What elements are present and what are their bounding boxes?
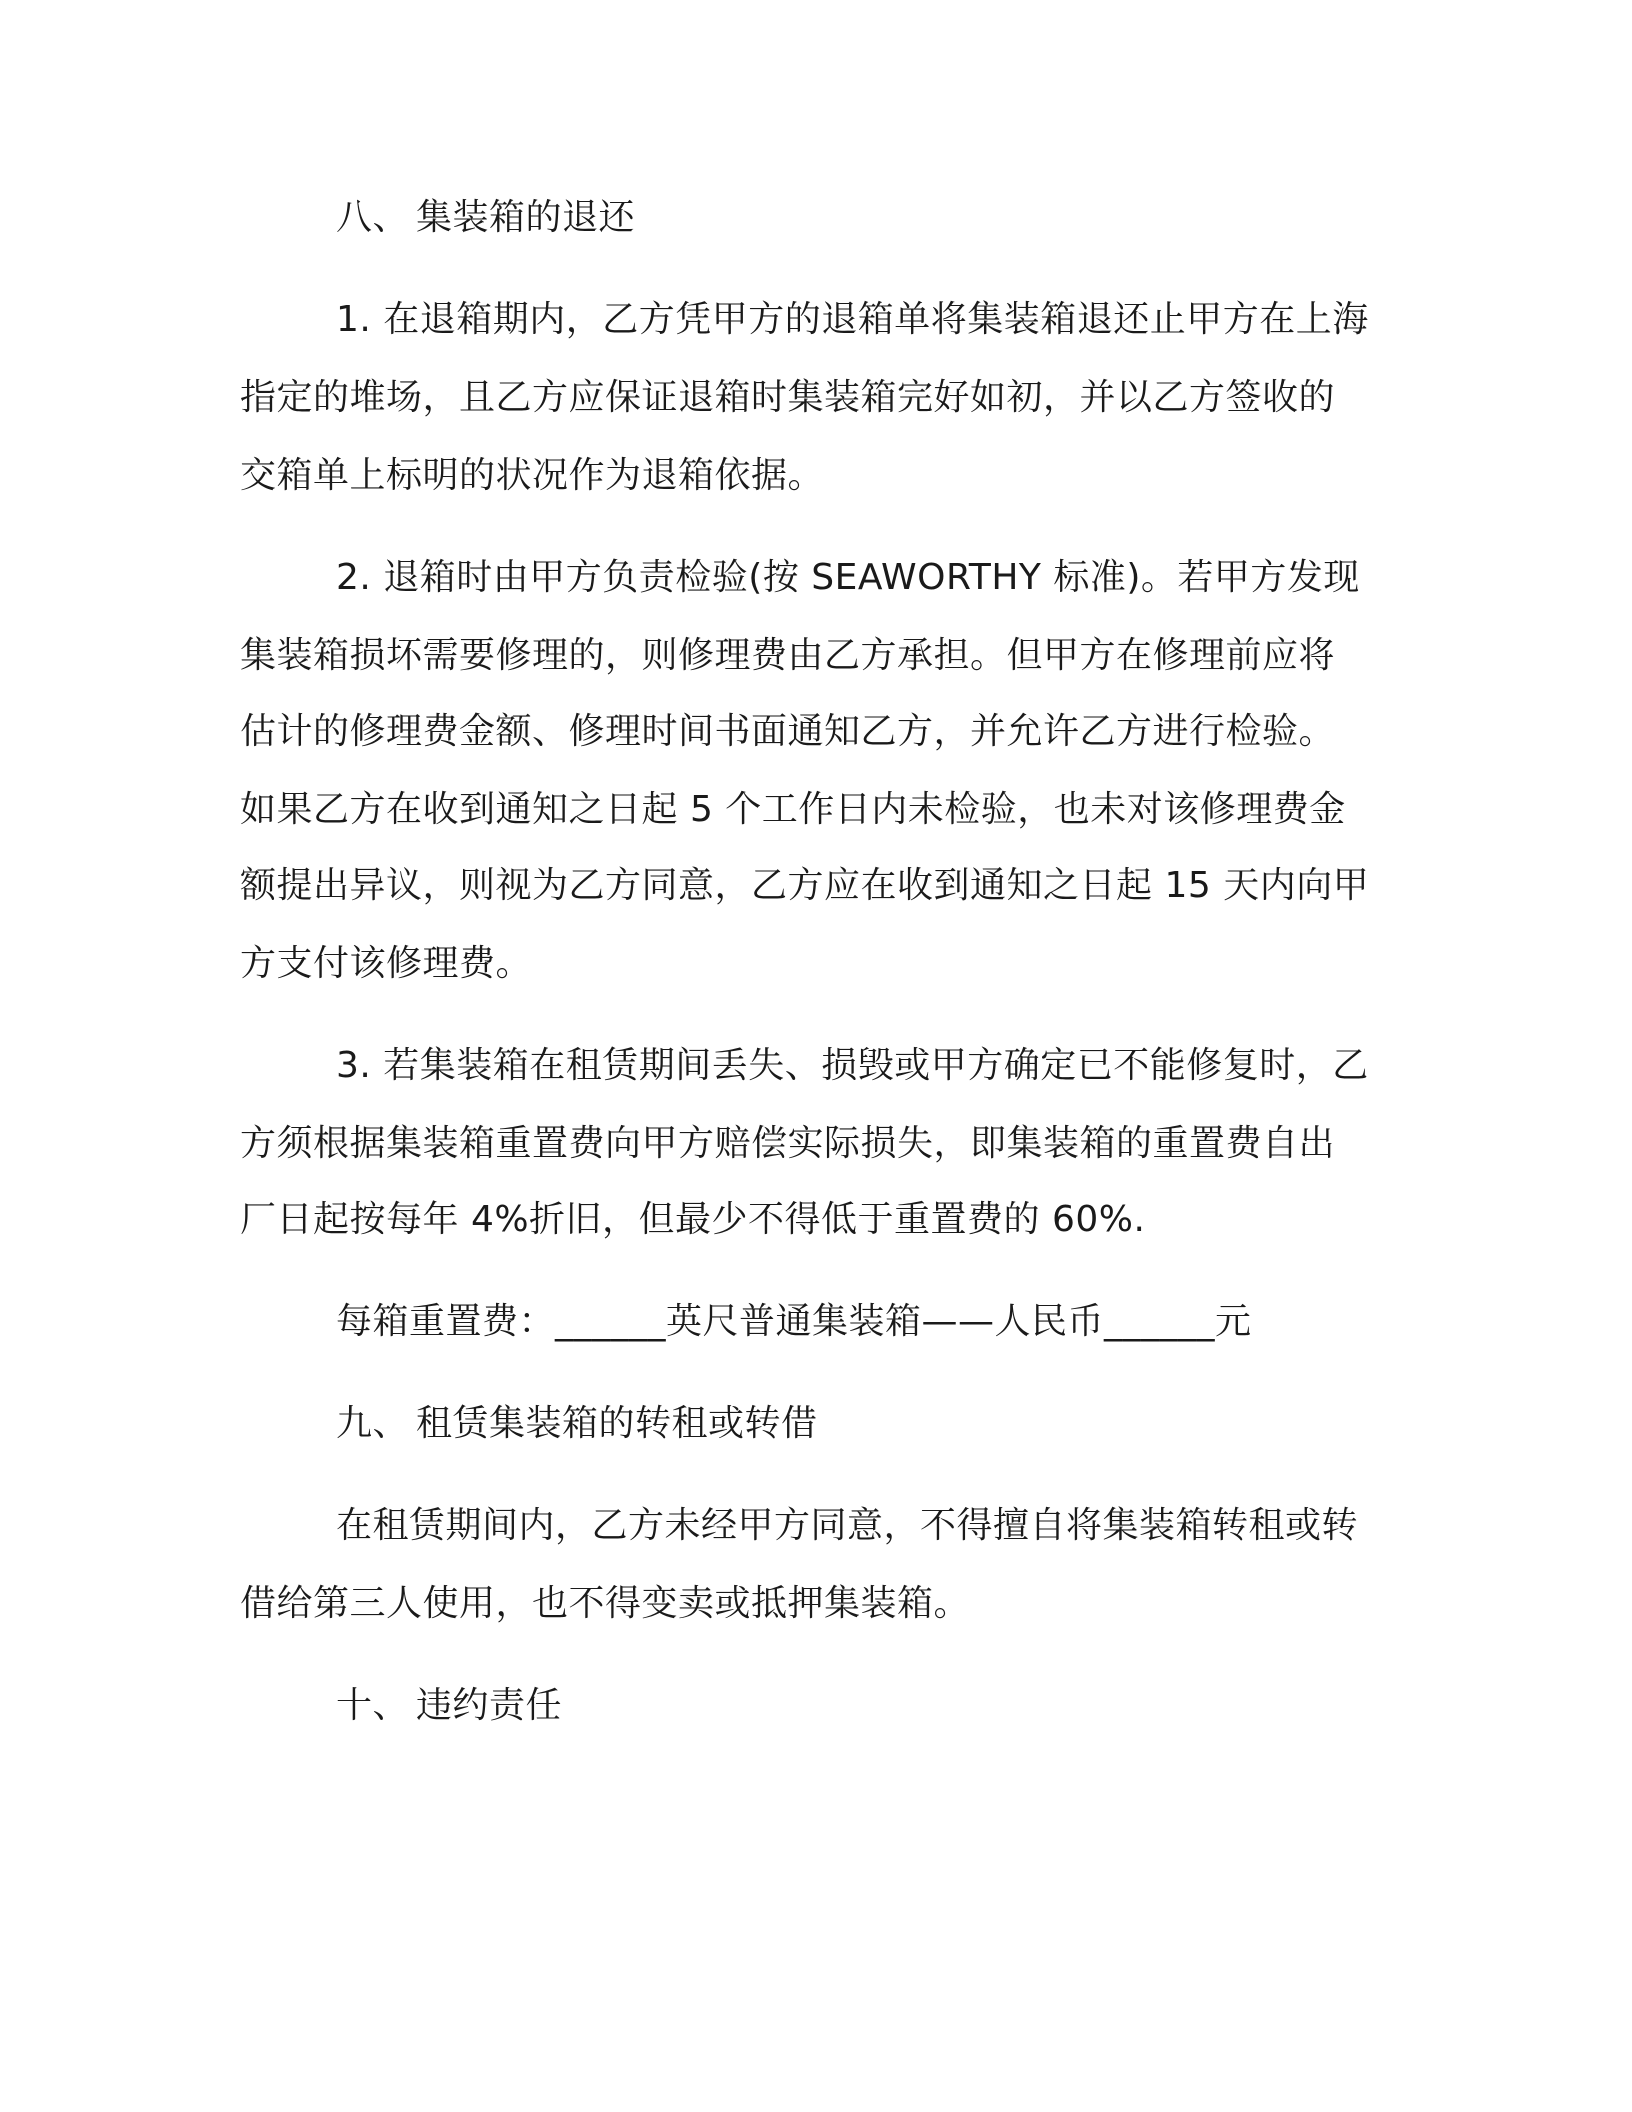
paragraph-line: 1. 在退箱期内，乙方凭甲方的退箱单将集装箱退还止甲方在上海 [336,299,1369,340]
section-number: 八、 [336,197,410,238]
paragraph-line: 估计的修理费金额、修理时间书面通知乙方，并允许乙方进行检验。 [240,711,1336,752]
paragraph-line: 交箱单上标明的状况作为退箱依据。 [240,455,825,496]
paragraph-line: 额提出异议，则视为乙方同意，乙方应在收到通知之日起 15 天内向甲 [240,865,1370,906]
section-number: 九、 [336,1403,410,1444]
paragraph-line: 2. 退箱时由甲方负责检验(按 SEAWORTHY 标准)。若甲方发现 [336,557,1360,598]
section-heading-9 [336,1402,818,1446]
paragraph-line: 厂日起按每年 4%折旧，但最少不得低于重置费的 60%. [240,1199,1146,1240]
replacement-fee-line: 每箱重置费：______英尺普通集装箱——人民币______元 [336,1301,1252,1342]
paragraph-line: 在租赁期间内，乙方未经甲方同意，不得擅自将集装箱转租或转 [336,1505,1359,1546]
paragraph-line: 借给第三人使用，也不得变卖或抵押集装箱。 [240,1583,971,1624]
paragraph-line: 指定的堆场，且乙方应保证退箱时集装箱完好如初，并以乙方签收的 [240,377,1336,418]
paragraph-line: 方须根据集装箱重置费向甲方赔偿实际损失，即集装箱的重置费自出 [240,1123,1336,1164]
section-title: 违约责任 [416,1685,563,1726]
section-title: 集装箱的退还 [416,197,636,238]
section-heading-8 [336,196,635,240]
section-title: 租赁集装箱的转租或转借 [416,1403,818,1444]
paragraph-line: 如果乙方在收到通知之日起 5 个工作日内未检验，也未对该修理费金 [240,789,1346,830]
paragraph-line: 集装箱损坏需要修理的，则修理费由乙方承担。但甲方在修理前应将 [240,635,1336,676]
paragraph-line: 方支付该修理费。 [240,943,533,984]
section-number: 十、 [336,1685,410,1726]
paragraph-line: 3. 若集装箱在租赁期间丢失、损毁或甲方确定已不能修复时，乙 [336,1045,1369,1086]
section-heading-10 [336,1684,562,1728]
